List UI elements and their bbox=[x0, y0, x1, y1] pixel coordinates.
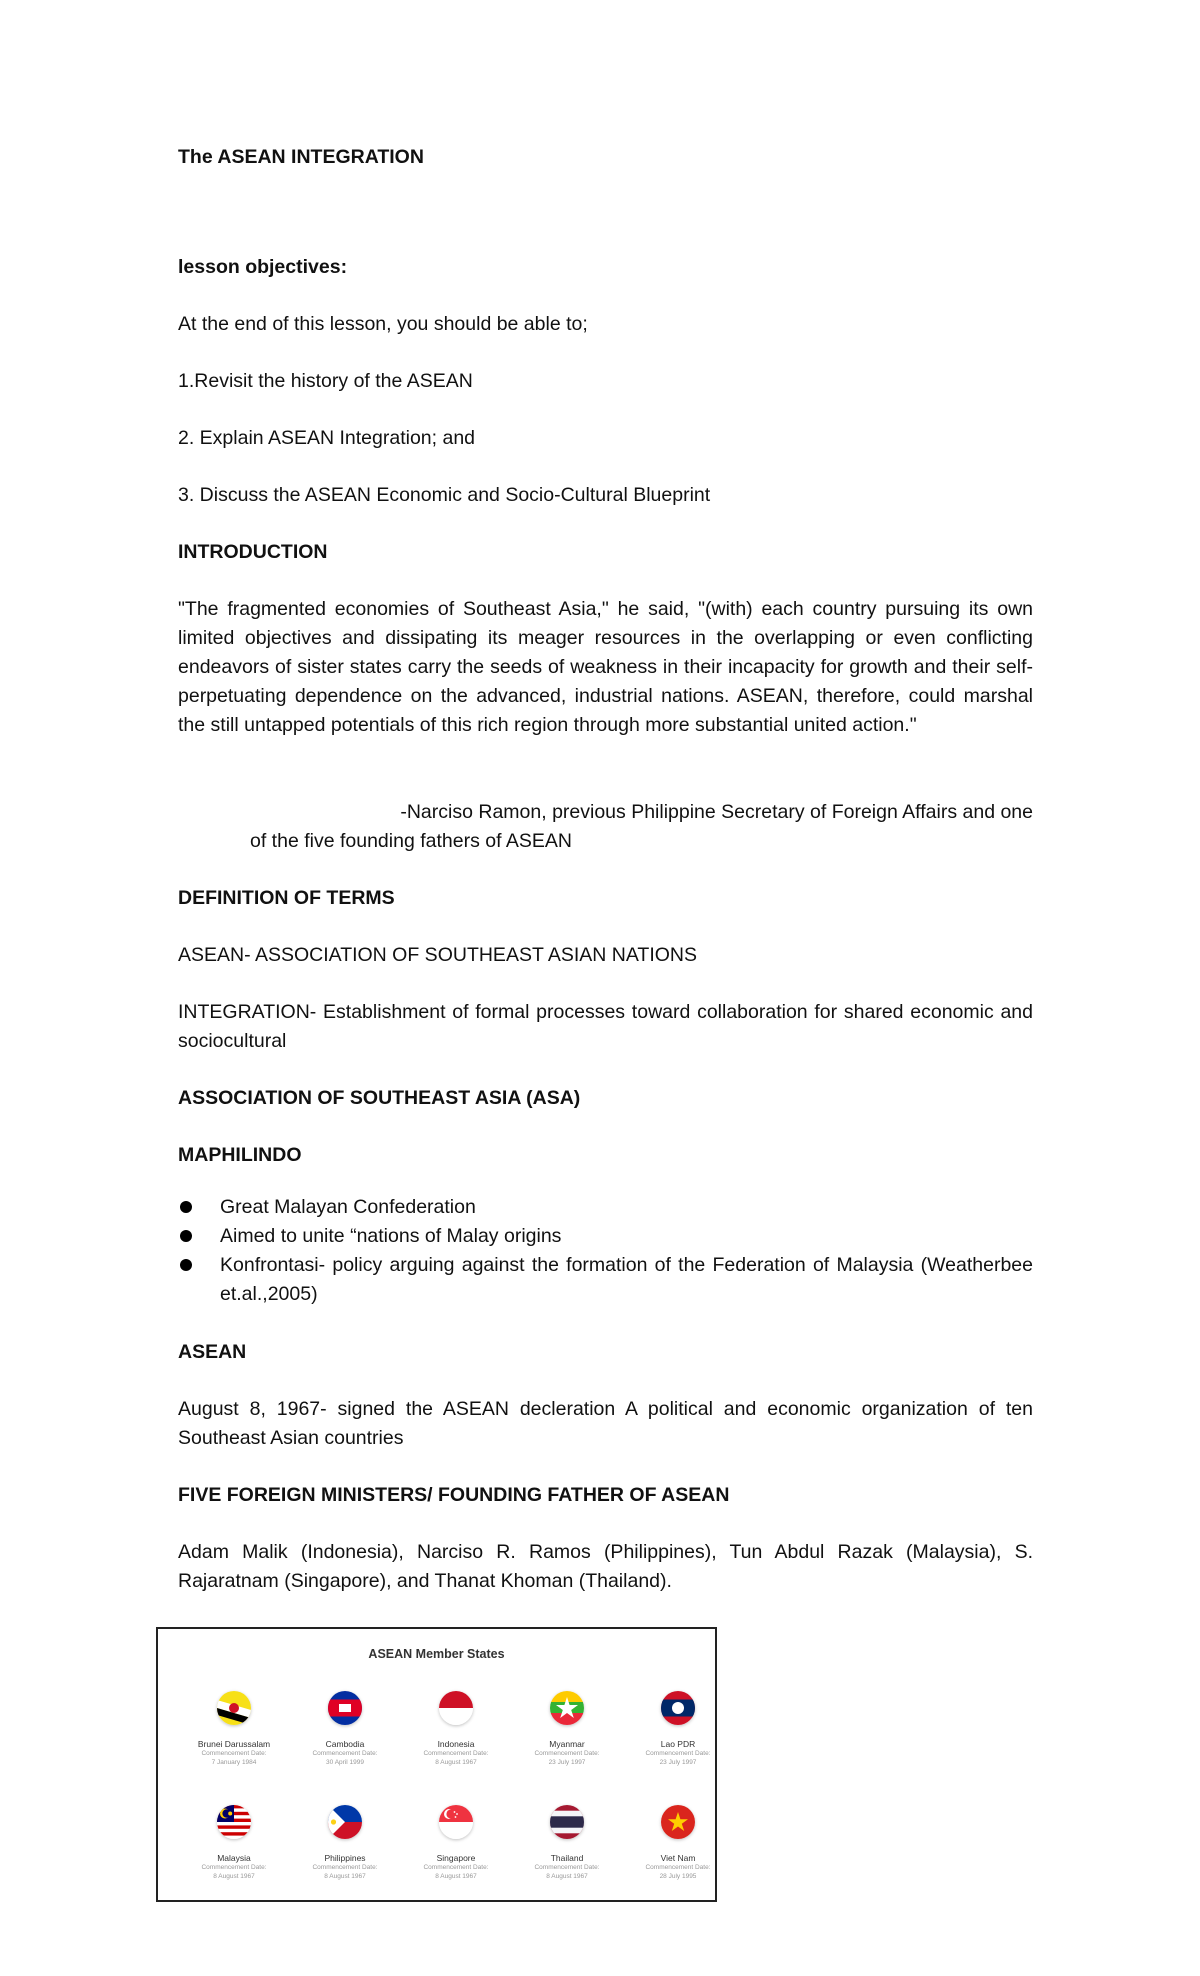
objective-item: 3. Discuss the ASEAN Economic and Socio-Cultural Blueprint bbox=[178, 484, 711, 506]
objectives-heading: lesson objectives: bbox=[178, 256, 348, 278]
list-item: Great Malayan Confederation bbox=[178, 1193, 1033, 1222]
member-state-thailand: Thailand Commencement Date: 8 August 1967 bbox=[512, 1805, 622, 1881]
myanmar-flag-icon bbox=[550, 1691, 584, 1725]
definitions-heading: DEFINITION OF TERMS bbox=[178, 887, 395, 909]
bullet-icon bbox=[180, 1230, 192, 1242]
introduction-quote: "The fragmented economies of Southeast Asia," he said, "(with) each country pursuing its own limited objectives and dissipating its meager resources in the overlapping or even conflicting endeavors of sister states carry the seeds of weakness in their incapacity for growth and their self-perpetuating dependence on the advanced, industrial nations. ASEAN, therefore, could marshal the still untapped potentials of this rich region through more substantial united action." bbox=[178, 598, 1033, 736]
member-state-brunei: Brunei Darussalam Commencement Date: 7 January 1984 bbox=[179, 1691, 289, 1767]
asean-text: August 8, 1967- signed the ASEAN decleration A political and economic organization of ten Southeast Asian countries bbox=[178, 1398, 1033, 1449]
bullet-icon bbox=[180, 1201, 192, 1213]
member-state-philippines: Philippines Commencement Date: 8 August 1967 bbox=[290, 1805, 400, 1881]
definition-asean: ASEAN- ASSOCIATION OF SOUTHEAST ASIAN NATIONS bbox=[178, 944, 698, 966]
founders-text: Adam Malik (Indonesia), Narciso R. Ramos (Philippines), Tun Abdul Razak (Malaysia), S. Rajaratnam (Singapore), and Thanat Khoman (Thailand). bbox=[178, 1541, 1033, 1592]
member-state-cambodia: Cambodia Commencement Date: 30 April 1999 bbox=[290, 1691, 400, 1767]
member-state-singapore: Singapore Commencement Date: 8 August 1967 bbox=[401, 1805, 511, 1881]
maphilindo-list bbox=[178, 1193, 1033, 1309]
vietnam-flag-icon bbox=[661, 1805, 695, 1839]
member-state-laos: Lao PDR Commencement Date: 23 July 1997 bbox=[623, 1691, 733, 1767]
quote-attribution-line1: -Narciso Ramon, previous Philippine Secretary of Foreign Affairs and one bbox=[400, 801, 1033, 823]
objectives-intro: At the end of this lesson, you should be able to; bbox=[178, 313, 588, 335]
philippines-flag-icon bbox=[328, 1805, 362, 1839]
bullet-icon bbox=[180, 1259, 192, 1271]
malaysia-flag-icon bbox=[217, 1805, 251, 1839]
asean-heading: ASEAN bbox=[178, 1341, 247, 1363]
cambodia-flag-icon bbox=[328, 1691, 362, 1725]
document-title: The ASEAN INTEGRATION bbox=[178, 146, 424, 168]
definition-integration: INTEGRATION- Establishment of formal processes toward collaboration for shared economic and sociocultural bbox=[178, 1001, 1033, 1052]
indonesia-flag-icon bbox=[439, 1691, 473, 1725]
brunei-flag-icon bbox=[217, 1691, 251, 1725]
asean-member-states-figure bbox=[156, 1627, 717, 1902]
thailand-flag-icon bbox=[550, 1805, 584, 1839]
asa-heading: ASSOCIATION OF SOUTHEAST ASIA (ASA) bbox=[178, 1087, 581, 1109]
list-item: Konfrontasi- policy arguing against the formation of the Federation of Malaysia (Weatherbee et.al.,2005) bbox=[178, 1251, 1033, 1309]
maphilindo-heading: MAPHILINDO bbox=[178, 1144, 302, 1166]
figure-title: ASEAN Member States bbox=[368, 1647, 505, 1661]
objective-item: 2. Explain ASEAN Integration; and bbox=[178, 427, 476, 449]
introduction-heading: INTRODUCTION bbox=[178, 541, 328, 563]
singapore-flag-icon bbox=[439, 1805, 473, 1839]
objective-item: 1.Revisit the history of the ASEAN bbox=[178, 370, 473, 392]
member-state-malaysia: Malaysia Commencement Date: 8 August 1967 bbox=[179, 1805, 289, 1881]
list-item: Aimed to unite “nations of Malay origins bbox=[178, 1222, 1033, 1251]
member-state-vietnam: Viet Nam Commencement Date: 28 July 1995 bbox=[623, 1805, 733, 1881]
member-state-myanmar: Myanmar Commencement Date: 23 July 1997 bbox=[512, 1691, 622, 1767]
quote-attribution-line2: of the five founding fathers of ASEAN bbox=[250, 830, 572, 852]
laos-flag-icon bbox=[661, 1691, 695, 1725]
member-state-indonesia: Indonesia Commencement Date: 8 August 1967 bbox=[401, 1691, 511, 1767]
founders-heading: FIVE FOREIGN MINISTERS/ FOUNDING FATHER OF ASEAN bbox=[178, 1484, 730, 1506]
